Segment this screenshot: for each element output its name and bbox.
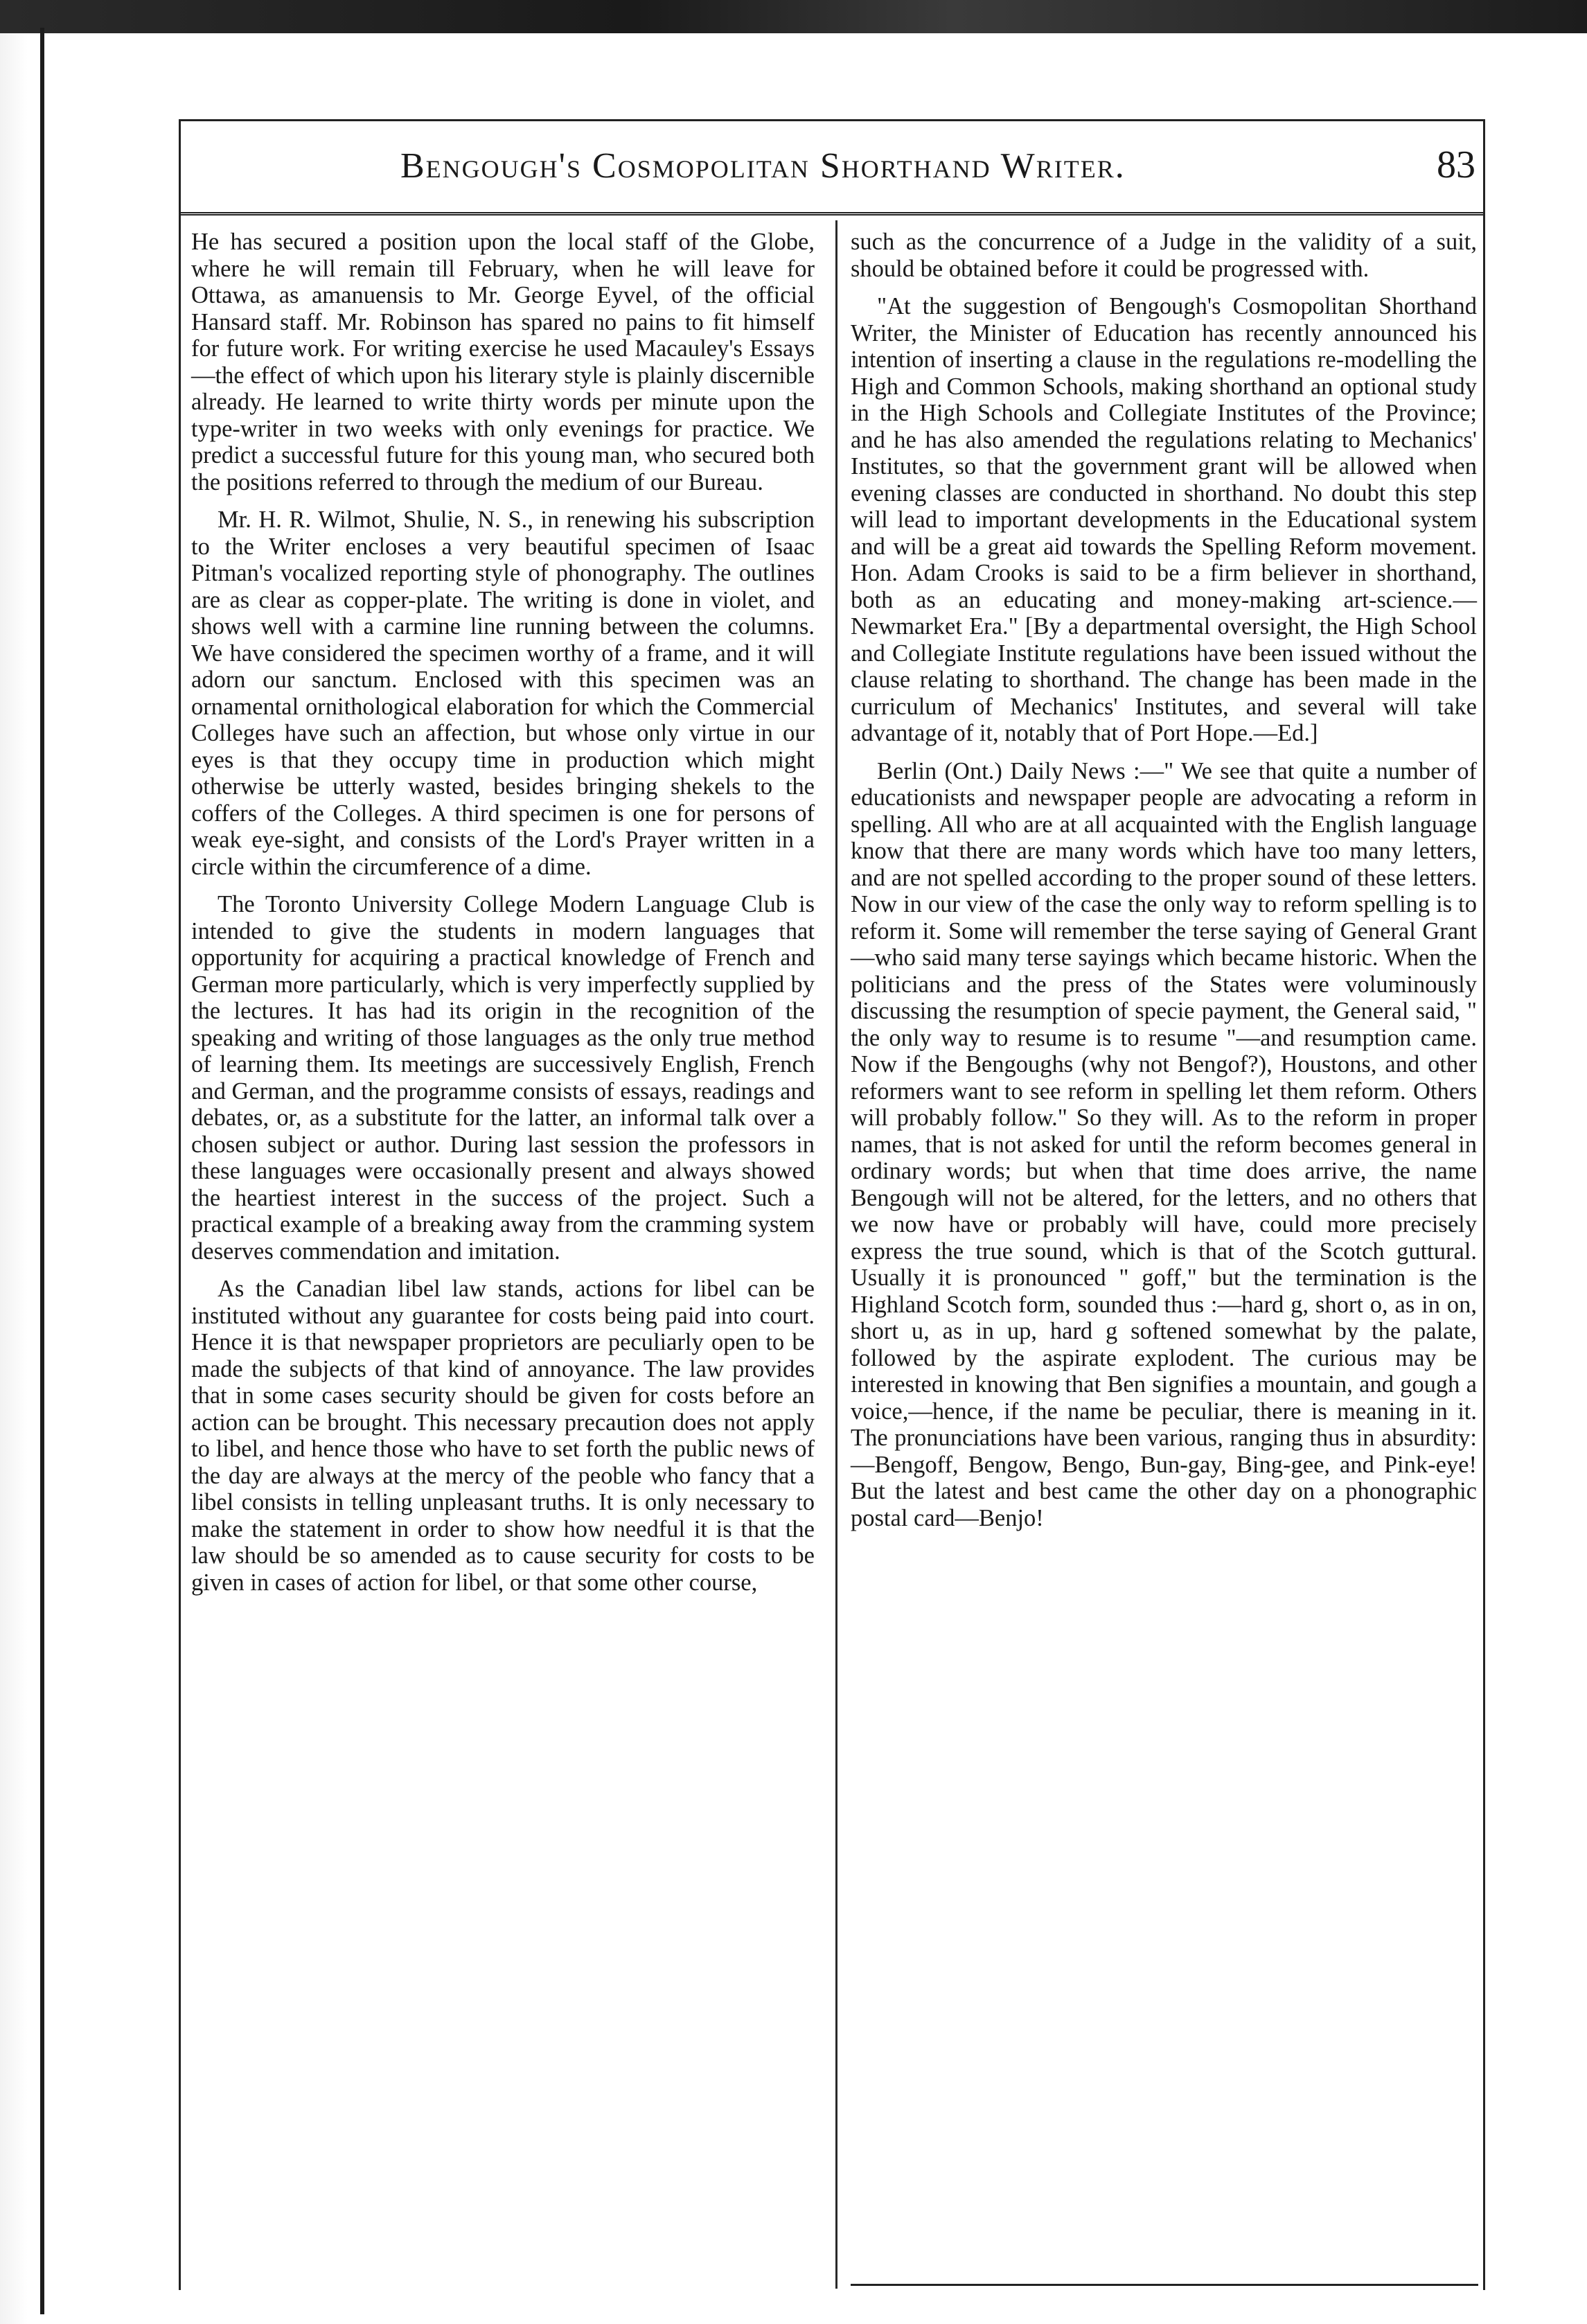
paragraph: He has secured a position upon the local staff of the Globe, where he will remain till February, when he will leave for Ottawa, as amanuensis to Mr. George Eyvel, of the official Hansard staff. Mr. Robinson has spared no pains to fit himself for future work. For writing exercise he used Macauley's Essays—the effect of which upon his literary style is plainly discernible already. He learned to write thirty words per minute upon the type-writer in two weeks with only evenings for practice. We predict a successful future for this young man, who secured both the positions referred to through the medium of our Bureau. [191,229,815,495]
paragraph: Berlin (Ont.) Daily News :—" We see that quite a number of educationists and newspaper people are advocating a reform in spelling. All who are at all acquainted with the English language know that there are many words which have too many letters, and are not spelled according to the proper sound of these letters. Now in our view of the case the only way to reform spelling is to reform it. Some will remember the terse saying of General Grant—who said many terse sayings which became historic. When the politicians and the press of the States were voluminously discussing the resumption of specie payment, the General said, " the only way to resume is to resume "—and resumption came. Now if the Bengoughs (why not Bengof?), Houstons, and other reformers want to see reform in spelling let them reform. Others will probably follow." So they will. As to the reform in proper names, that is not asked for until the reform becomes general in ordinary words; but when that time does arrive, the name Bengough will not be altered, for the letters, and no others that we now have or probably will have, could more precisely express the true sound, which is that of the Scotch guttural. Usually it is pronounced " goff," but the termination is the Highland Scotch form, sounded thus :—hard g, short o, as in on, short u, as in up, hard g softened somewhat by the palate, followed by the aspirate explodent. The curious may be interested in knowing that Ben signifies a mountain, and gough a voice,—hence, if the name be peculiar, there is meaning in it. The pronunciations have been various, ranging thus in absurdity:—Bengoff, Bengow, Bengo, Bun-gay, Bing-gee, and Pink-eye! But the latest and best came the other day on a phonographic postal card—Benjo! [851,757,1477,1531]
paragraph: The Toronto University College Modern Language Club is intended to give the students in modern languages that opportunity for acquiring a practical knowledge of French and German more particularly, which is very imperfectly supplied by the lectures. It has had its origin in the recognition of the speaking and writing of those languages as the only true method of learning them. Its meetings are successively English, French and German, and the programme consists of essays, readings and debates, or, as a substitute for the latter, an informal talk over a chosen subject or author. During last session the professors in these languages were occasionally present and always showed the heartiest interest in the success of the project. Such a practical example of a breaking away from the cramming system deserves commendation and imitation. [191,891,815,1265]
right-column [851,229,1477,1542]
scan-left-edge [40,28,44,2314]
page-number: 83 [1437,143,1475,186]
paragraph: "At the suggestion of Bengough's Cosmopolitan Shorthand Writer, the Minister of Education has recently announced his intention of inserting a clause in the regulations re-modelling the High and Common Schools, making shorthand an optional study in the High Schools and Collegiate Institutes of the Province; and he has also amended the regulations relating to Mechanics' Institutes, so that the government grant will be allowed when evening classes are conducted in shorthand. No doubt this step will lead to important developments in the Educational system and will be a great aid towards the Spelling Reform movement. Hon. Adam Crooks is said to be a firm believer in shorthand, both as an educating and money-making art-science.—Newmarket Era." [By a departmental oversight, the High School and Collegiate Institute regulations have been issued without the clause relating to shorthand. The change has been made in the curriculum of Mechanics' Institutes, and several will take advantage of it, notably that of Port Hope.—Ed.] [851,293,1477,746]
paragraph: As the Canadian libel law stands, actions for libel can be instituted without any guarantee for costs being paid into court. Hence it is that newspaper proprietors are peculiarly open to be made the subjects of that kind of annoyance. The law provides that in some cases security should be given for costs before an action can be brought. This necessary precaution does not apply to libel, and hence those who have to set forth the public news of the day are always at the mercy of the peoble who fancy that a libel consists in telling unpleasant truths. It is only necessary to make the statement in order to show how needful it is that the law should be so amended as to cause security for costs to be given in cases of action for libel, or that some other course, [191,1276,815,1596]
page-header [179,136,1485,215]
scan-left-margin [0,33,28,2324]
paragraph: Mr. H. R. Wilmot, Shulie, N. S., in renewing his subscription to the Writer encloses a very beautiful specimen of Isaac Pitman's vocalized reporting style of phonography. The outlines are as clear as copper-plate. The writing is done in violet, and shows well with a carmine line running between the columns. We have considered the specimen worthy of a frame, and it will adorn our sanctum. Enclosed with this specimen was an ornamental ornithological elaboration for which the Commercial Colleges have such an affection, but whose only virtue in our eyes is that they occupy time in production which might otherwise be utterly wasted, besides bringing shekels to the coffers of the Colleges. A third specimen is one for persons of weak eye-sight, and consists of the Lord's Prayer written in a circle within the circumference of a dime. [191,507,815,880]
bottom-rule [851,2284,1478,2286]
running-head: Bengough's Cosmopolitan Shorthand Writer. [400,146,1126,186]
scan-top-edge [0,0,1587,33]
column-divider [835,220,837,2289]
paragraph: such as the concurrence of a Judge in the validity of a suit, should be obtained before it could be progressed with. [851,229,1477,282]
left-column [191,229,815,1607]
